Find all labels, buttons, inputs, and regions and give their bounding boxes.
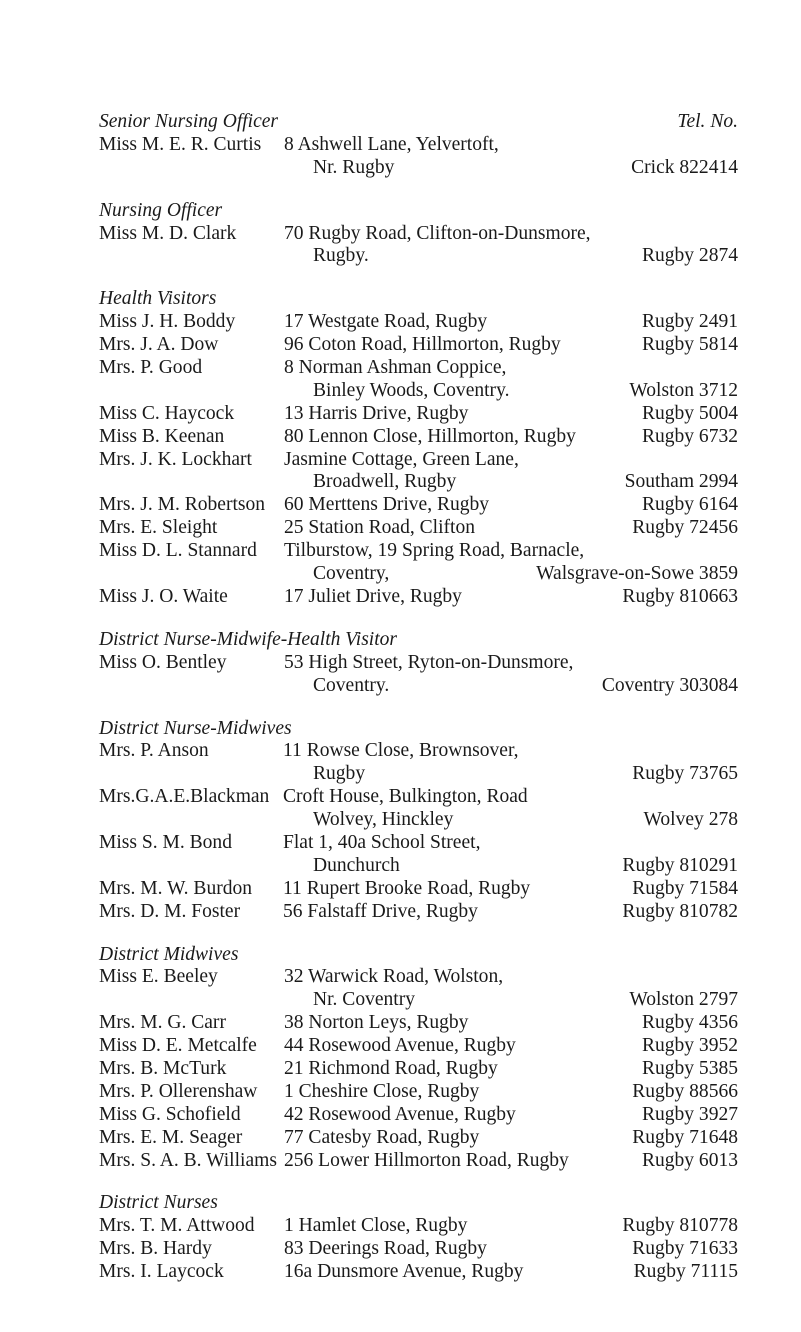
entry-tel: Rugby 73765 — [632, 763, 738, 785]
entry-address: 11 Rowse Close, Brownsover, — [283, 740, 519, 762]
entry-address-line2: Coventry. — [313, 674, 390, 696]
entry-tel: Wolston 3712 — [629, 379, 738, 401]
entry-address: 16a Dunsmore Avenue, Rugby — [284, 1261, 524, 1283]
section-heading-district-nurse-midwives: District Nurse-Midwives — [99, 717, 292, 739]
tel-column-heading: Tel. No. — [677, 111, 738, 132]
entry-name: Mrs. J. M. Robertson — [99, 494, 266, 516]
entry-address: 1 Hamlet Close, Rugby — [284, 1215, 468, 1237]
entry-tel: Rugby 3952 — [641, 1035, 738, 1057]
entry-tel: Rugby 5004 — [641, 402, 738, 424]
entry-tel: Wolvey 278 — [643, 809, 738, 831]
entry-address-line2: Nr. Rugby — [313, 156, 395, 178]
entry-name: Mrs. J. K. Lockhart — [99, 448, 252, 470]
entry-address: 11 Rupert Brooke Road, Rugby — [283, 877, 531, 899]
entry-name: Miss M. D. Clark — [99, 222, 237, 244]
entry-address: 70 Rugby Road, Clifton-on-Dunsmore, — [284, 222, 591, 244]
entry-address: 53 High Street, Ryton-on-Dunsmore, — [284, 651, 574, 673]
entry-tel: Rugby 810663 — [622, 585, 738, 607]
entry-tel: Rugby 4356 — [641, 1012, 738, 1034]
entry-name: Miss S. M. Bond — [99, 831, 232, 853]
section-heading-health-visitors: Health Visitors — [99, 288, 217, 310]
entry-address: 17 Juliet Drive, Rugby — [284, 585, 462, 607]
entry-address-line2: Wolvey, Hinckley — [313, 809, 454, 831]
entry-tel: Crick 822414 — [631, 156, 738, 178]
entry-name: Mrs. P. Anson — [99, 740, 209, 762]
entry-tel: Rugby 72456 — [632, 517, 738, 539]
entry-address: 25 Station Road, Clifton — [284, 517, 475, 539]
entry-address: 80 Lennon Close, Hillmorton, Rugby — [284, 425, 576, 447]
entry-address-line2: Rugby — [313, 763, 366, 785]
entry-tel: Rugby 810782 — [622, 900, 738, 922]
entry-name: Mrs. D. M. Foster — [99, 900, 241, 922]
entry-tel: Rugby 5814 — [641, 334, 738, 356]
entry-tel: Rugby 810778 — [622, 1215, 738, 1237]
entry-tel: Rugby 6013 — [641, 1149, 738, 1171]
entry-address: 44 Rosewood Avenue, Rugby — [284, 1035, 516, 1057]
entry-tel: Rugby 6164 — [641, 494, 738, 516]
entry-tel: Rugby 3927 — [641, 1103, 738, 1125]
entry-address-line2: Dunchurch — [313, 854, 400, 876]
entry-name: Mrs.G.A.E.Blackman — [99, 786, 270, 808]
entry-name: Mrs. B. McTurk — [99, 1057, 227, 1079]
entry-address: 21 Richmond Road, Rugby — [284, 1057, 498, 1079]
entry-name: Mrs. P. Good — [99, 357, 203, 379]
entry-name: Mrs. E. M. Seager — [99, 1126, 243, 1148]
entry-address: 8 Ashwell Lane, Yelvertoft, — [284, 133, 499, 155]
entry-address: 60 Merttens Drive, Rugby — [284, 494, 490, 516]
entry-tel: Walsgrave-on-Sowe 3859 — [536, 563, 738, 585]
section-heading-senior-nursing-officer: Senior Nursing Officer — [99, 111, 279, 132]
entry-name: Miss J. H. Boddy — [99, 311, 236, 333]
entry-name: Mrs. P. Ollerenshaw — [99, 1080, 258, 1102]
entry-tel: Rugby 2491 — [641, 311, 738, 333]
entry-tel: Rugby 71633 — [632, 1238, 738, 1260]
entry-tel: Rugby 5385 — [641, 1057, 738, 1079]
entry-address: Tilburstow, 19 Spring Road, Barnacle, — [284, 540, 585, 562]
entry-address: 8 Norman Ashman Coppice, — [284, 357, 507, 379]
entry-address: 56 Falstaff Drive, Rugby — [283, 900, 478, 922]
entry-tel: Wolston 2797 — [629, 989, 738, 1011]
entry-tel: Rugby 88566 — [632, 1080, 738, 1102]
entry-name: Miss B. Keenan — [99, 425, 225, 447]
entry-address: Croft House, Bulkington, Road — [283, 786, 528, 808]
entry-tel: Coventry 303084 — [601, 674, 738, 696]
entry-tel: Rugby 71648 — [632, 1126, 738, 1148]
entry-tel: Rugby 71584 — [632, 877, 738, 899]
section-heading-nursing-officer: Nursing Officer — [99, 199, 223, 221]
entry-name: Miss J. O. Waite — [99, 585, 228, 607]
entry-name: Miss D. E. Metcalfe — [99, 1035, 257, 1057]
entry-address: Jasmine Cottage, Green Lane, — [284, 448, 519, 470]
entry-tel: Southam 2994 — [624, 471, 738, 493]
entry-name: Mrs. I. Laycock — [99, 1261, 224, 1283]
section-heading-district-nurse-midwife-health-visitor: District Nurse-Midwife-Health Visitor — [99, 628, 398, 650]
entry-address: 83 Deerings Road, Rugby — [284, 1238, 487, 1260]
entry-address: 42 Rosewood Avenue, Rugby — [284, 1103, 516, 1125]
entry-address-line2: Nr. Coventry — [313, 989, 415, 1011]
entry-address-line2: Coventry, — [313, 563, 390, 585]
entry-name: Mrs. M. W. Burdon — [99, 877, 253, 899]
section-heading-district-nurses: District Nurses — [99, 1192, 218, 1214]
section-heading-district-midwives: District Midwives — [99, 943, 239, 965]
entry-address: 32 Warwick Road, Wolston, — [284, 966, 504, 988]
entry-name: Mrs. B. Hardy — [99, 1238, 212, 1260]
entry-address: 17 Westgate Road, Rugby — [284, 311, 488, 333]
entry-address: 77 Catesby Road, Rugby — [284, 1126, 480, 1148]
entry-name: Miss D. L. Stannard — [99, 540, 257, 562]
entry-address-line2: Rugby. — [313, 245, 369, 267]
entry-name: Mrs. J. A. Dow — [99, 334, 219, 356]
entry-address: 1 Cheshire Close, Rugby — [284, 1080, 480, 1102]
entry-address: 256 Lower Hillmorton Road, Rugby — [284, 1149, 569, 1171]
entry-address: 13 Harris Drive, Rugby — [284, 402, 469, 424]
entry-name: Mrs. T. M. Attwood — [99, 1215, 255, 1237]
entry-name: Mrs. M. G. Carr — [99, 1012, 226, 1034]
entry-name: Miss M. E. R. Curtis — [99, 133, 262, 155]
entry-name: Mrs. E. Sleight — [99, 517, 218, 539]
entry-name: Miss C. Haycock — [99, 402, 235, 424]
entry-name: Mrs. S. A. B. Williams — [99, 1149, 277, 1171]
entry-tel: Rugby 810291 — [622, 854, 738, 876]
entry-address-line2: Broadwell, Rugby — [313, 471, 457, 493]
entry-address: 96 Coton Road, Hillmorton, Rugby — [284, 334, 561, 356]
entry-name: Miss E. Beeley — [99, 966, 218, 988]
entry-tel: Rugby 2874 — [641, 245, 738, 267]
entry-tel: Rugby 71115 — [633, 1261, 738, 1283]
entry-address: Flat 1, 40a School Street, — [283, 831, 481, 853]
entry-name: Miss G. Schofield — [99, 1103, 241, 1125]
entry-address-line2: Binley Woods, Coventry. — [313, 379, 510, 401]
entry-address: 38 Norton Leys, Rugby — [284, 1012, 469, 1034]
entry-name: Miss O. Bentley — [99, 651, 227, 673]
entry-tel: Rugby 6732 — [641, 425, 738, 447]
